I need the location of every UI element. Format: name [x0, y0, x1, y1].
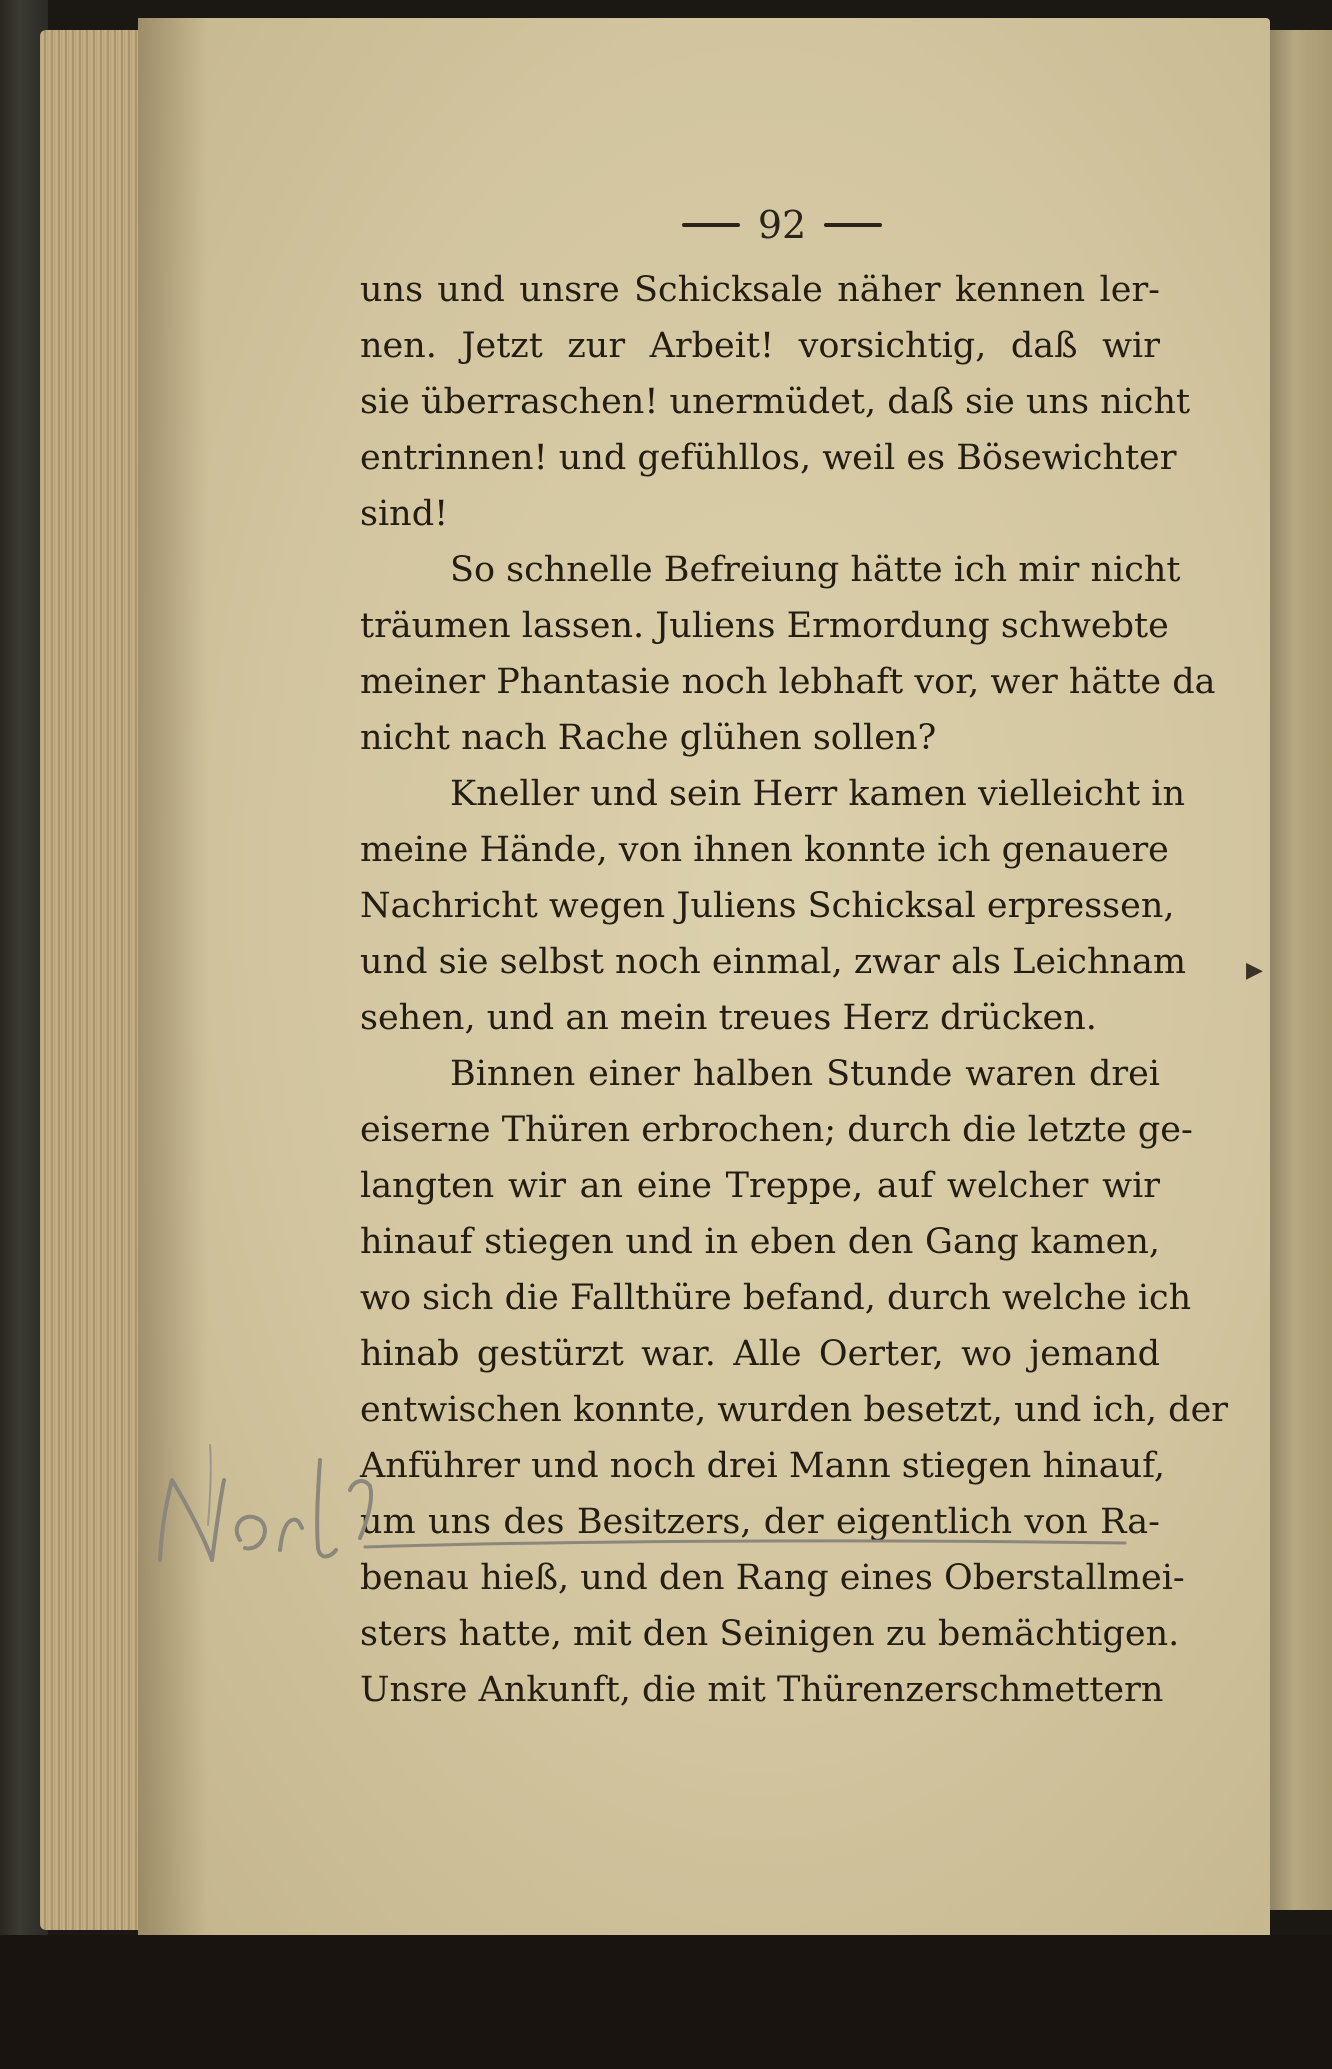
- text-line: sters hatte, mit den Seinigen zu bemächtigen.: [360, 1614, 1180, 1654]
- text-line: träumen lassen. Juliens Ermordung schwebte: [360, 606, 1169, 646]
- text-line: uns und unsre Schicksale näher kennen ler-: [360, 270, 1160, 310]
- text-line: nen. Jetzt zur Arbeit! vorsichtig, daß wir: [360, 326, 1160, 366]
- text-line: hinauf stiegen und in eben den Gang kamen,: [360, 1222, 1160, 1262]
- page-text: [360, 262, 1229, 1718]
- scan-bottom-background: [0, 1935, 1332, 2069]
- text-line: sie überraschen! unermüdet, daß sie uns nicht: [360, 382, 1191, 422]
- text-line: Unsre Ankunft, die mit Thürenzerschmettern: [360, 1670, 1164, 1710]
- text-line: um uns des Besitzers, der eigentlich von Ra-: [360, 1502, 1160, 1542]
- text-line: wo sich die Fallthüre befand, durch welche ich: [360, 1278, 1192, 1318]
- text-line: entrinnen! und gefühllos, weil es Bösewichter: [360, 438, 1177, 478]
- text-line: Nachricht wegen Juliens Schicksal erpressen,: [360, 886, 1175, 926]
- text-line: eiserne Thüren erbrochen; durch die letzte ge-: [360, 1110, 1193, 1150]
- arrow-marker-icon: ▶: [1246, 958, 1263, 983]
- page-number: 92: [757, 203, 807, 247]
- text-line: entwischen konnte, wurden besetzt, und ich, der: [360, 1390, 1229, 1430]
- text-line: So schnelle Befreiung hätte ich mir nicht: [450, 550, 1181, 590]
- pencil-margin-note: [150, 1440, 450, 1600]
- text-line: Kneller und sein Herr kamen vielleicht in: [450, 774, 1186, 814]
- text-line: Binnen einer halben Stunde waren drei: [450, 1054, 1160, 1094]
- text-line: sehen, und an mein treues Herz drücken.: [360, 998, 1097, 1038]
- text-line: hinab gestürzt war. Alle Oerter, wo jemand: [360, 1334, 1160, 1374]
- header-dash-right: [824, 223, 882, 227]
- text-line: benau hieß, und den Rang eines Oberstallmei-: [360, 1558, 1185, 1598]
- header-dash-left: [682, 223, 740, 227]
- text-line: Anführer und noch drei Mann stiegen hinauf,: [360, 1446, 1165, 1486]
- text-line: langten wir an eine Treppe, auf welcher wir: [360, 1166, 1160, 1206]
- text-line: meiner Phantasie noch lebhaft vor, wer hätte da: [360, 662, 1216, 702]
- pencil-underline: [355, 1535, 1135, 1555]
- page-header: [652, 200, 912, 250]
- text-line: meine Hände, von ihnen konnte ich genauere: [360, 830, 1169, 870]
- text-line: sind!: [360, 494, 449, 534]
- page-edges: [40, 30, 145, 1930]
- text-line: nicht nach Rache glühen sollen?: [360, 718, 937, 758]
- next-page-edge: [1268, 30, 1332, 1910]
- text-line: und sie selbst noch einmal, zwar als Leichnam: [360, 942, 1187, 982]
